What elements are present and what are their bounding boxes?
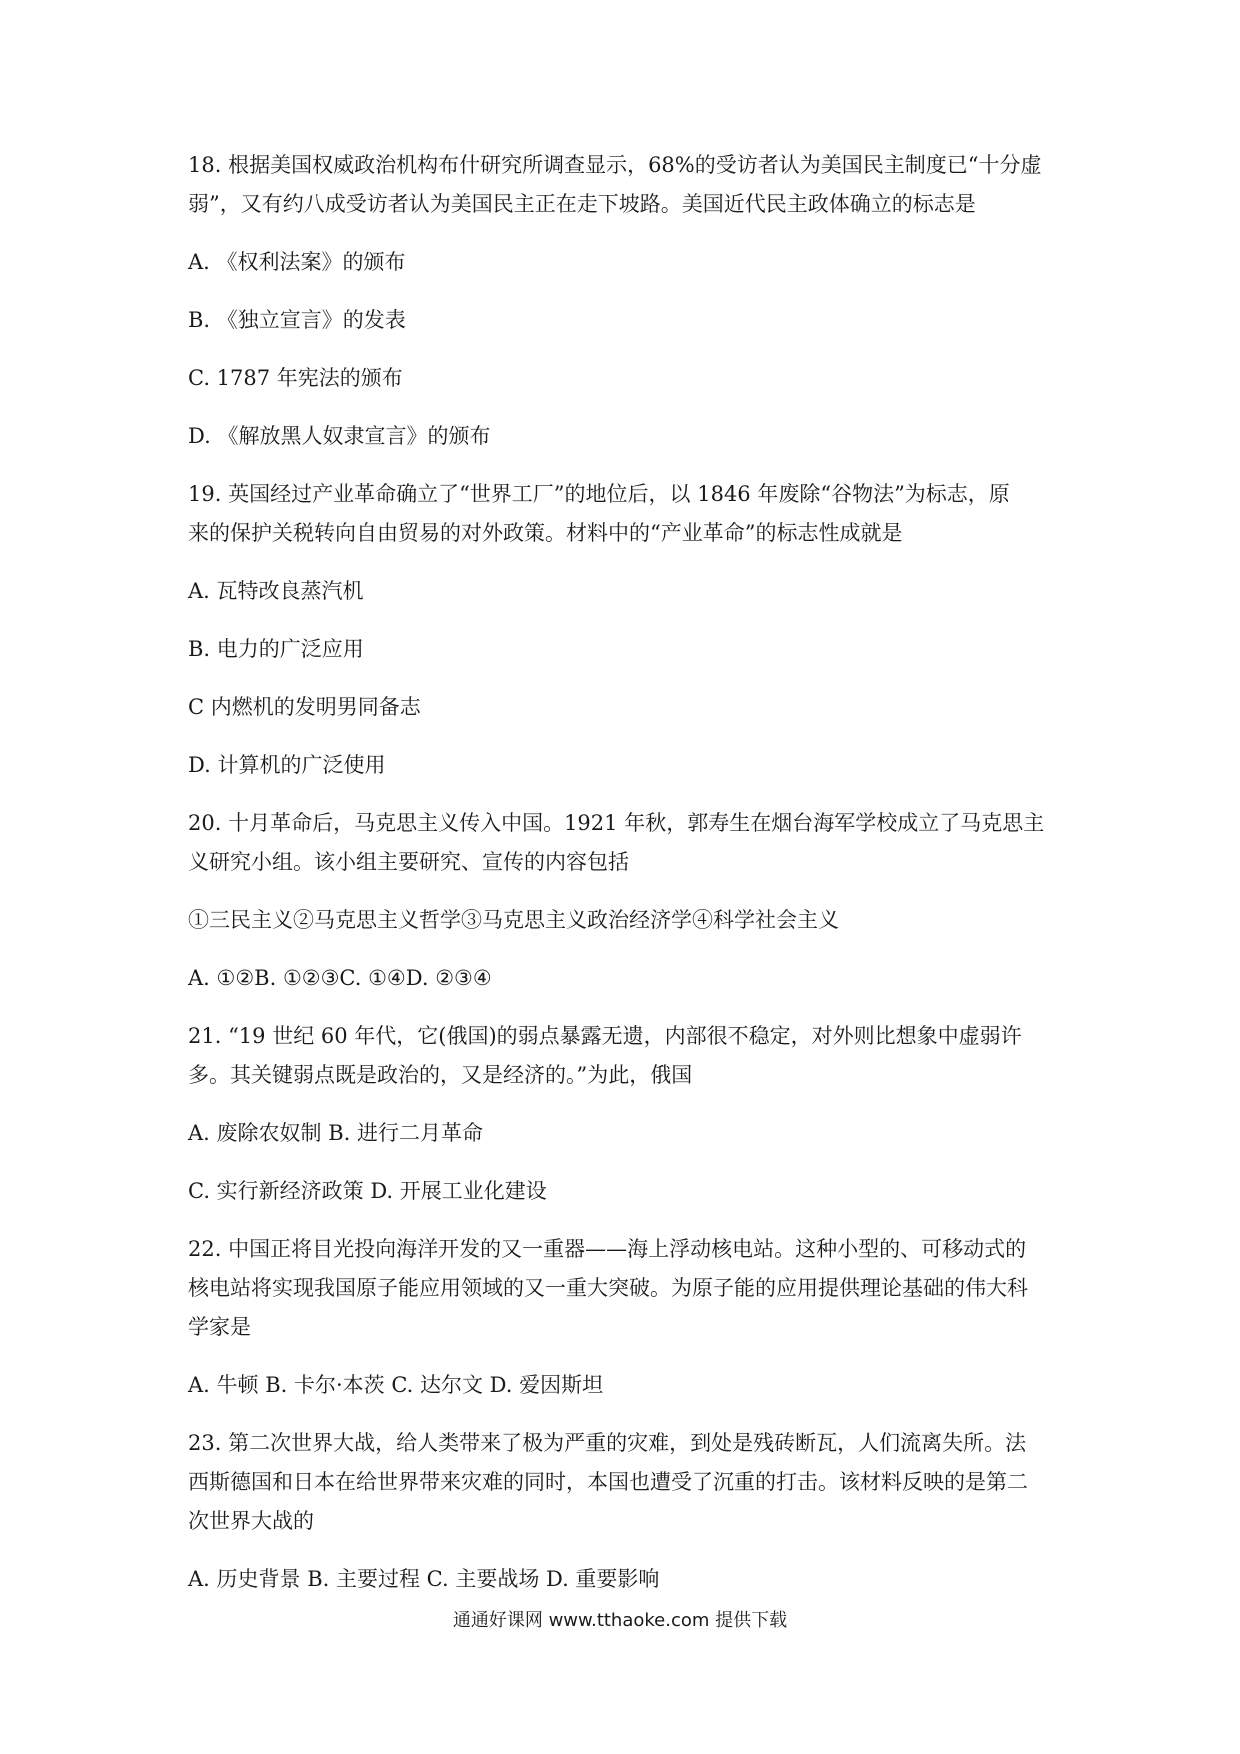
option-row: A. 历史背景 B. 主要过程 C. 主要战场 D. 重要影响 <box>188 1567 660 1591</box>
stem-line: 西斯德国和日本在给世界带来灾难的同时，本国也遭受了沉重的打击。该材料反映的是第二 <box>188 1470 1028 1494</box>
stem-line: 弱”，又有约八成受访者认为美国民主正在走下坡路。美国近代民主政体确立的标志是 <box>188 192 976 216</box>
question-stem <box>188 804 1058 882</box>
option-d: D. 《解放黑人奴隶宣言》的颁布 <box>188 424 491 448</box>
exam-page <box>188 146 1058 1618</box>
stem-line: 23. 第二次世界大战，给人类带来了极为严重的灾难，到处是残砖断瓦，人们流离失所。法 <box>188 1431 1027 1455</box>
option-a: A. 瓦特改良蒸汽机 <box>188 579 364 603</box>
stem-line: 20. 十月革命后，马克思主义传入中国。1921 年秋，郭寿生在烟台海军学校成立了马克思主 <box>188 811 1045 835</box>
stem-line: 核电站将实现我国原子能应用领域的又一重大突破。为原子能的应用提供理论基础的伟大科 <box>188 1276 1028 1300</box>
question-stem <box>188 146 1058 224</box>
option-row: A. ①②B. ①②③C. ①④D. ②③④ <box>188 966 492 990</box>
question-stem <box>188 1017 1058 1095</box>
question-19 <box>188 475 1058 785</box>
option-a: A. 《权利法案》的颁布 <box>188 250 406 274</box>
question-18 <box>188 146 1058 456</box>
stem-line: 多。其关键弱点既是政治的，又是经济的。”为此，俄国 <box>188 1063 693 1087</box>
question-20 <box>188 804 1058 998</box>
question-stem <box>188 1424 1058 1541</box>
question-stem <box>188 1230 1058 1347</box>
stem-line: 学家是 <box>188 1315 251 1339</box>
option-c: C 内燃机的发明男同备志 <box>188 695 421 719</box>
option-row: A. 牛顿 B. 卡尔·本茨 C. 达尔文 D. 爱因斯坦 <box>188 1373 604 1397</box>
stem-line: 21. “19 世纪 60 年代，它(俄国)的弱点暴露无遗，内部很不稳定，对外则比想象中虚弱许 <box>188 1024 1022 1048</box>
question-23 <box>188 1424 1058 1599</box>
option-row-cd: C. 实行新经济政策 D. 开展工业化建设 <box>188 1179 547 1203</box>
stem-line: 义研究小组。该小组主要研究、宣传的内容包括 <box>188 850 629 874</box>
stem-line: 19. 英国经过产业革命确立了“世界工厂”的地位后，以 1846 年废除“谷物法”为标志，原 <box>188 482 1010 506</box>
option-c: C. 1787 年宪法的颁布 <box>188 366 403 390</box>
option-b: B. 电力的广泛应用 <box>188 637 364 661</box>
question-22 <box>188 1230 1058 1405</box>
page-footer: 通通好课网 www.tthaoke.com 提供下载 <box>452 1610 788 1631</box>
stem-line: 次世界大战的 <box>188 1509 314 1533</box>
question-stem <box>188 475 1058 553</box>
question-21 <box>188 1017 1058 1211</box>
stem-line: 来的保护关税转向自由贸易的对外政策。材料中的“产业革命”的标志性成就是 <box>188 521 903 545</box>
option-row-ab: A. 废除农奴制 B. 进行二月革命 <box>188 1121 483 1145</box>
stem-line: 18. 根据美国权威政治机构布什研究所调查显示，68%的受访者认为美国民主制度已“十分虚 <box>188 153 1042 177</box>
stem-line: 22. 中国正将目光投向海洋开发的又一重器——海上浮动核电站。这种小型的、可移动式的 <box>188 1237 1027 1261</box>
option-d: D. 计算机的广泛使用 <box>188 753 386 777</box>
option-b: B. 《独立宣言》的发表 <box>188 308 406 332</box>
statement-list: ①三民主义②马克思主义哲学③马克思主义政治经济学④科学社会主义 <box>188 908 839 932</box>
